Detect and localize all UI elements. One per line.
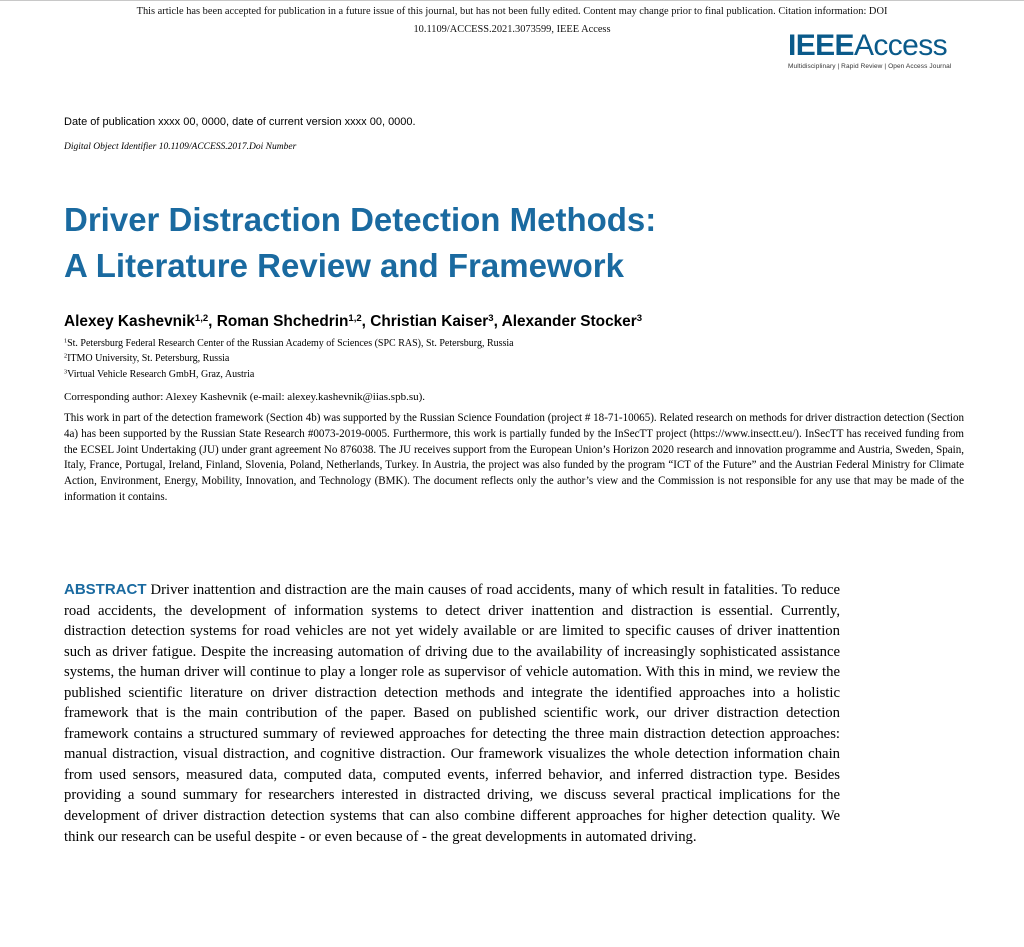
paper-title-line-1: Driver Distraction Detection Methods: — [64, 201, 657, 238]
abstract-text: Driver inattention and distraction are the main causes of road accidents, many of which result in fatalities. To reduce road accidents, the development of information systems to detect driver inattention and distraction is essential. Currently, distraction detection systems for road vehicles are not yet widely available or are limited to specific causes of driver inattention such as driver fatigue. Despite the increasing automation of driving due to the availability of increasingly sophisticated assistance systems, the human driver will continue to play a longer role as supervisor of vehicle automation. With this in mind, we review the published scientific literature on driver distraction detection methods and integrate the identified approaches into a holistic framework that is the main contribution of the paper. Based on published scientific work, our driver distraction detection framework contains a structured summary of reviewed approaches for detecting the three main distraction detection approaches: manual distraction, visual distraction, and cognitive distraction. Our framework visualizes the whole detection information chain from used sensors, measured data, computed data, computed events, inferred behavior, and inferred distraction type. Besides providing a sound summary for researchers interested in distracted driving, we discuss several practical implications for the development of driver distraction detection systems that can also combine different approaches for higher detection quality. We think our research can be useful despite - or even because of - the great developments in automated driving. — [64, 582, 840, 845]
affiliation-text: Virtual Vehicle Research GmbH, Graz, Austria — [67, 369, 255, 380]
logo-tagline: Multidisciplinary | Rapid Review | Open Access Journal — [788, 63, 952, 70]
logo-ieee-text: IEEE — [788, 29, 854, 62]
affiliation-1 — [64, 338, 514, 349]
author-affiliation-marker: 1,2 — [194, 312, 209, 324]
paper-title — [64, 197, 944, 289]
abstract-paragraph — [64, 580, 840, 847]
publication-dates: Date of publication xxxx 00, 0000, date of current version xxxx 00, 0000. — [64, 116, 416, 128]
affiliation-2 — [64, 353, 229, 364]
funding-statement: This work in part of the detection framework (Section 4b) was supported by the Russian Science Foundation (project # 18-71-10065). Related research on methods for driver distraction detection (Section 4a) has been supported by the Russian State Research #0073-2019-0005. Furthermore, this work is partially funded by the InSecTT project (https://www.insectt.eu/). InSecTT has received funding from the ECSEL Joint Undertaking (JU) under grant agreement No 876038. The JU receives support from the European Union’s Horizon 2020 research and innovation programme and Austria, Sweden, Spain, Italy, France, Portugal, Ireland, Finland, Slovenia, Poland, Netherlands, Turkey. In Austria, the project was also funded by the program “ICT of the Future” and the Austrian Federal Ministry for Climate Action, Environment, Energy, Mobility, Innovation, and Technology (BMK). The document reflects only the author’s view and the Commission is not responsible for any use that may be made of the information it contains. — [64, 412, 964, 503]
author-name: Roman Shchedrin — [216, 313, 349, 330]
publication-notice-line-2: 10.1109/ACCESS.2021.3073599, IEEE Access — [413, 24, 611, 35]
ieee-access-logo — [788, 30, 966, 80]
author-separator: , — [361, 313, 371, 330]
author-affiliation-marker: 1,2 — [348, 312, 362, 324]
publication-notice-line-1: This article has been accepted for publication in a future issue of this journal, but has not been fully edited. Content may change prior to final publication. Citation information: DOI — [136, 6, 888, 17]
author-list — [64, 313, 642, 331]
author-affiliation-marker: 3 — [488, 312, 494, 324]
affiliation-3 — [64, 369, 254, 380]
author-name: Alexey Kashevnik — [64, 313, 195, 330]
affiliation-marker: 2 — [64, 352, 68, 360]
affiliation-text: St. Petersburg Federal Research Center of the Russian Academy of Sciences (SPC RAS), St. Petersburg, Russia — [67, 338, 514, 349]
affiliation-marker: 1 — [64, 337, 68, 345]
doi-identifier: Digital Object Identifier 10.1109/ACCESS.2017.Doi Number — [64, 142, 297, 152]
corresponding-author: Corresponding author: Alexey Kashevnik (e-mail: alexey.kashevnik@iias.spb.su). — [64, 391, 426, 403]
abstract-heading: ABSTRACT — [64, 581, 147, 598]
affiliation-marker: 3 — [64, 368, 68, 376]
author-separator: , — [493, 313, 502, 330]
logo-access-text: Access — [853, 29, 948, 62]
author-separator: , — [208, 313, 217, 330]
author-name: Alexander Stocker — [501, 313, 637, 330]
author-name: Christian Kaiser — [370, 313, 489, 330]
author-affiliation-marker: 3 — [636, 312, 643, 324]
paper-title-line-2: A Literature Review and Framework — [64, 247, 624, 284]
affiliation-text: ITMO University, St. Petersburg, Russia — [67, 353, 230, 364]
page-top-border — [0, 0, 1024, 1]
